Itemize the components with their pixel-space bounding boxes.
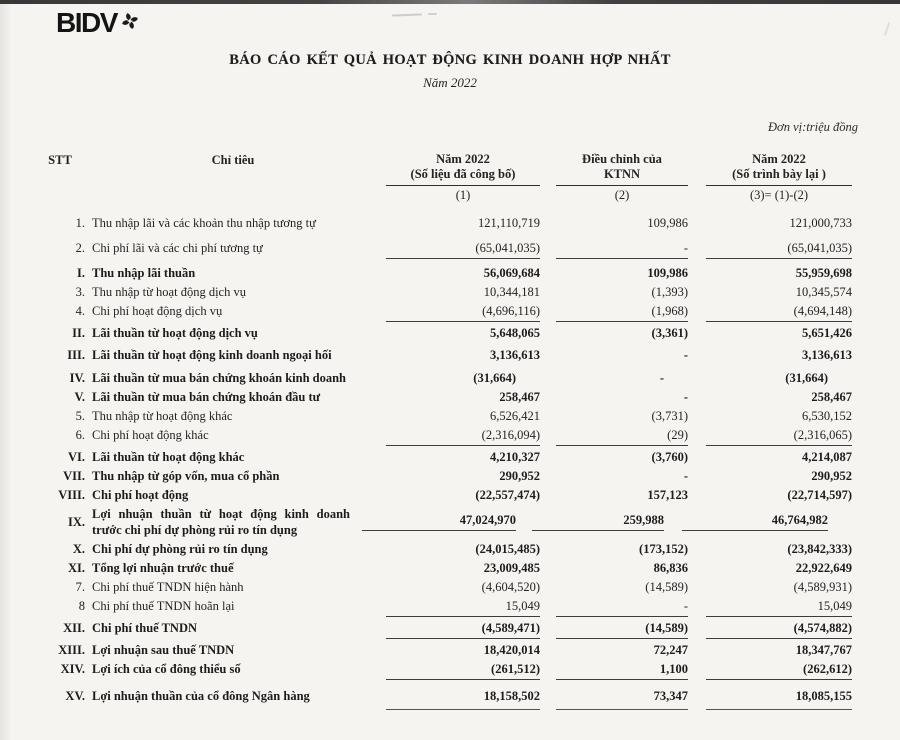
- row-value-adjustment: (1,968): [556, 303, 688, 322]
- row-value-restated: 15,049: [706, 598, 852, 617]
- row-value-adjustment: (14,589): [645, 579, 688, 594]
- row-value-adjustment: 157,123: [647, 487, 688, 502]
- row-stt: 7.: [75, 579, 85, 594]
- row-value-restated: 5,651,426: [802, 325, 852, 340]
- table-row: [35, 686, 865, 711]
- row-label: Chi phí thuế TNDN hiện hành: [92, 579, 244, 594]
- row-stt: VII.: [63, 468, 85, 483]
- table-row: [35, 387, 865, 406]
- header-col-published: [386, 152, 540, 203]
- header-col-restated: [706, 152, 852, 203]
- row-value-restated: 18,085,155: [706, 688, 852, 710]
- row-value-published: (65,041,035): [386, 240, 540, 259]
- report-subtitle: Năm 2022: [423, 75, 477, 90]
- row-value-published: 121,110,719: [477, 215, 540, 230]
- header-col-adjustment: [556, 152, 688, 203]
- row-value-published: 18,158,502: [386, 688, 540, 710]
- table-row: [35, 323, 865, 342]
- row-value-restated: 258,467: [811, 389, 852, 404]
- table-row: [35, 282, 865, 301]
- row-label: Lãi thuần từ mua bán chứng khoán kinh doanh: [92, 370, 347, 385]
- row-value-published: 15,049: [386, 598, 540, 617]
- row-value-restated: 290,952: [811, 468, 852, 483]
- scan-artifact-smudge: [884, 22, 890, 36]
- header-col-restated-note: (Số trình bày lại ): [706, 167, 852, 186]
- row-value-published: 5,648,065: [490, 325, 540, 340]
- row-stt: XII.: [63, 620, 85, 635]
- row-stt: 5.: [75, 408, 85, 423]
- row-value-restated: (65,041,035): [706, 240, 852, 259]
- row-value-restated: 10,345,574: [795, 284, 852, 299]
- row-value-restated: 3,136,613: [802, 348, 852, 362]
- row-value-published: (24,015,485): [475, 541, 540, 556]
- row-value-adjustment: (14,589): [556, 620, 688, 639]
- row-value-published: 18,420,014: [483, 642, 540, 657]
- table-row: [35, 640, 865, 659]
- row-value-published: (22,557,474): [475, 487, 540, 502]
- row-stt: 6.: [75, 427, 85, 442]
- unit-note: Đơn vị:triệu đồng: [768, 120, 858, 134]
- row-value-published: 4,210,327: [490, 449, 540, 464]
- row-label: Lãi thuần từ hoạt động dịch vụ: [92, 325, 258, 340]
- table-row: [35, 539, 865, 558]
- row-value-adjustment: -: [683, 348, 688, 362]
- row-value-adjustment: (1,393): [651, 284, 688, 299]
- row-value-adjustment: -: [683, 468, 688, 483]
- row-label: Lợi nhuận sau thuế TNDN: [92, 642, 235, 657]
- row-label: Lợi nhuận thuần từ hoạt động kinh doanh trước chi phí dự phòng rủi ro tín dụng: [92, 506, 350, 537]
- row-value-restated: (262,612): [706, 661, 852, 680]
- row-value-published: (261,512): [386, 661, 540, 680]
- row-label: Thu nhập từ hoạt động khác: [92, 408, 233, 423]
- row-value-restated: 121,000,733: [789, 215, 852, 230]
- row-value-restated: 46,764,982: [682, 512, 828, 531]
- bidv-logo-text: BIDV: [56, 7, 117, 38]
- row-stt: VIII.: [58, 487, 85, 502]
- row-value-adjustment: (3,731): [651, 408, 688, 423]
- table-row: [35, 618, 865, 640]
- row-value-adjustment: 109,986: [647, 265, 688, 280]
- row-stt: XI.: [67, 560, 85, 575]
- row-stt: XIII.: [58, 642, 85, 657]
- row-value-adjustment: (29): [556, 427, 688, 446]
- header-col-published-index: (1): [455, 188, 471, 202]
- table-row: [35, 447, 865, 466]
- table-row: [35, 406, 865, 425]
- header-col-adjustment-index: (2): [614, 188, 630, 202]
- table-row: [35, 466, 865, 485]
- row-stt: 4.: [75, 303, 85, 318]
- row-stt: 1.: [75, 215, 85, 230]
- row-value-restated: (4,694,148): [706, 303, 852, 322]
- header-stt: STT: [48, 153, 72, 167]
- row-label: Chi phí hoạt động dịch vụ: [92, 303, 223, 318]
- row-value-published: (4,589,471): [386, 620, 540, 639]
- row-value-adjustment: (3,361): [651, 325, 688, 340]
- row-value-adjustment: (3,760): [651, 449, 688, 464]
- row-label: Chi phí hoạt động: [92, 487, 189, 502]
- row-value-adjustment: -: [683, 389, 688, 404]
- row-stt: XV.: [65, 688, 85, 703]
- header-chi-tieu: Chỉ tiêu: [211, 153, 255, 167]
- row-label: Lợi ích của cổ đông thiểu số: [92, 661, 241, 676]
- header-col-restated-index: (3)= (1)-(2): [749, 188, 809, 202]
- row-value-published: (4,696,116): [386, 303, 540, 322]
- row-value-restated: 6,530,152: [802, 408, 852, 423]
- row-value-published: 47,024,970: [362, 512, 516, 531]
- row-value-restated: 22,922,649: [795, 560, 852, 575]
- table-row: [35, 210, 865, 235]
- table-row: [35, 301, 865, 323]
- row-value-published: (4,604,520): [481, 579, 540, 594]
- row-value-restated: (2,316,065): [706, 427, 852, 446]
- row-value-adjustment: 73,347: [556, 688, 688, 710]
- row-value-published: (2,316,094): [386, 427, 540, 446]
- row-value-adjustment: -: [556, 240, 688, 259]
- row-label: Lãi thuần từ hoạt động kinh doanh ngoại hối: [92, 348, 332, 362]
- table-row: [35, 659, 865, 681]
- row-stt: V.: [74, 389, 85, 404]
- row-label: Chi phí hoạt động khác: [92, 427, 209, 442]
- row-label: Tổng lợi nhuận trước thuế: [92, 560, 234, 575]
- header-col-adjustment-note: KTNN: [556, 167, 688, 186]
- row-label: Lãi thuần từ mua bán chứng khoán đầu tư: [92, 389, 321, 404]
- row-stt: III.: [67, 348, 85, 362]
- table-row: [35, 577, 865, 596]
- table-row: [35, 596, 865, 618]
- bidv-flower-icon: [119, 10, 141, 32]
- row-value-adjustment: -: [659, 370, 664, 385]
- table-row: [35, 485, 865, 504]
- table-row: [35, 235, 865, 263]
- table-row: [35, 425, 865, 447]
- scan-artifact-smudge: [392, 13, 422, 16]
- row-value-restated: (4,574,882): [706, 620, 852, 639]
- row-value-published: 23,009,485: [483, 560, 540, 575]
- row-label: Chi phí lãi và các chi phí tương tự: [92, 240, 263, 255]
- row-label: Thu nhập lãi thuần: [92, 265, 196, 280]
- report-title: BÁO CÁO KẾT QUẢ HOẠT ĐỘNG KINH DOANH HỢP NHẤT: [229, 52, 671, 68]
- table-row: [35, 558, 865, 577]
- row-stt: II.: [72, 325, 85, 340]
- row-stt: XIV.: [60, 661, 85, 676]
- row-value-restated: (23,842,333): [787, 541, 852, 556]
- row-value-restated: (4,589,931): [793, 579, 852, 594]
- row-value-restated: 55,959,698: [795, 265, 852, 280]
- row-value-restated: (31,664): [785, 370, 828, 385]
- row-label: Chi phí thuế TNDN hoãn lại: [92, 598, 235, 613]
- table-body: [35, 210, 865, 711]
- row-value-published: 6,526,421: [490, 408, 540, 423]
- row-value-published: 258,467: [499, 389, 540, 404]
- table-row: [35, 504, 865, 539]
- row-value-restated: (22,714,597): [787, 487, 852, 502]
- row-value-published: 290,952: [499, 468, 540, 483]
- header-col-restated-year: Năm 2022: [752, 152, 806, 166]
- row-value-restated: 18,347,767: [795, 642, 852, 657]
- row-stt: IX.: [67, 514, 85, 529]
- header-col-published-note: (Số liệu đã công bố): [386, 167, 540, 186]
- bidv-logo: [56, 9, 141, 37]
- row-stt: 2.: [75, 240, 85, 255]
- row-stt: 8: [78, 598, 85, 613]
- row-label: Thu nhập từ hoạt động dịch vụ: [92, 284, 246, 299]
- row-value-adjustment: 86,836: [653, 560, 688, 575]
- table-header-row: [35, 152, 865, 203]
- row-value-adjustment: -: [556, 598, 688, 617]
- row-value-restated: 4,214,087: [802, 449, 852, 464]
- row-value-published: (31,664): [473, 370, 516, 385]
- row-label: Thu nhập lãi và các khoản thu nhập tương tự: [92, 215, 316, 230]
- row-label: Lợi nhuận thuần của cổ đông Ngân hàng: [92, 688, 310, 703]
- row-label: Lãi thuần từ hoạt động khác: [92, 449, 245, 464]
- scan-artifact-smudge: [428, 13, 437, 15]
- table-row: [35, 342, 865, 365]
- row-stt: X.: [72, 541, 85, 556]
- row-stt: 3.: [75, 284, 85, 299]
- row-stt: VI.: [67, 449, 85, 464]
- row-value-published: 56,069,684: [483, 265, 540, 280]
- income-statement-table: [35, 152, 865, 711]
- row-value-adjustment: (173,152): [639, 541, 688, 556]
- row-value-adjustment: 72,247: [653, 642, 688, 657]
- row-stt: I.: [77, 265, 85, 280]
- row-value-published: 3,136,613: [490, 348, 540, 362]
- row-value-published: 10,344,181: [483, 284, 540, 299]
- header-col-published-year: Năm 2022: [436, 152, 490, 166]
- scan-artifact-topbar: [0, 0, 900, 4]
- row-value-adjustment: 109,986: [647, 215, 688, 230]
- header-col-adjustment-title: Điều chỉnh của: [582, 152, 662, 166]
- row-label: Thu nhập từ góp vốn, mua cổ phần: [92, 468, 280, 483]
- row-label: Chi phí dự phòng rủi ro tín dụng: [92, 541, 268, 556]
- row-stt: IV.: [69, 370, 85, 385]
- row-value-adjustment: 1,100: [556, 661, 688, 680]
- table-row: [35, 263, 865, 282]
- table-row: [35, 365, 865, 388]
- row-label: Chi phí thuế TNDN: [92, 620, 198, 635]
- row-value-adjustment: 259,988: [532, 512, 664, 531]
